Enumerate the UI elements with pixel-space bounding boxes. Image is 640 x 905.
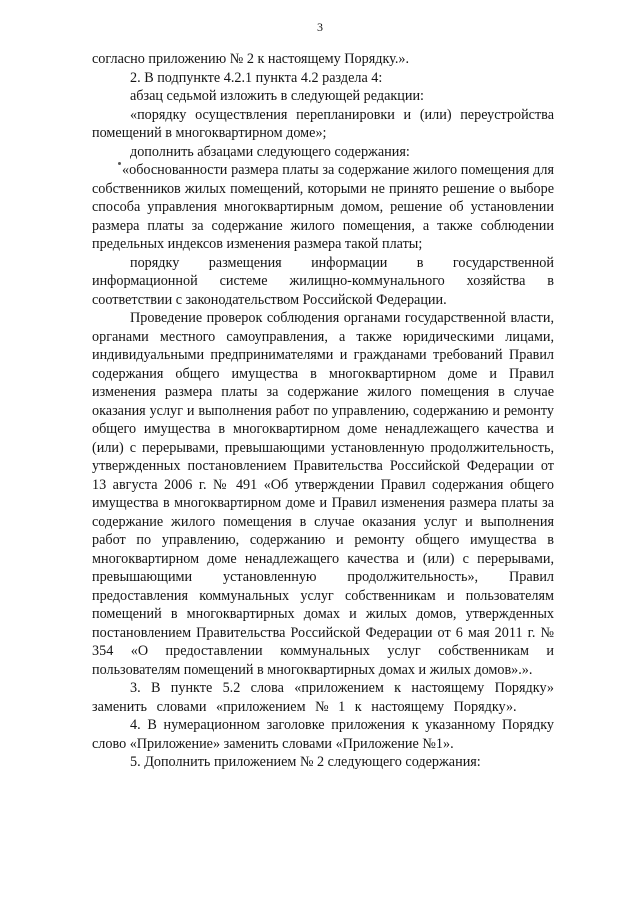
page-number: 3: [317, 20, 323, 34]
paragraph-item-5: 5. Дополнить приложением № 2 следующего содержания:: [130, 754, 481, 770]
paragraph-quote-redevelopment: «порядку осуществления перепланировки и (или) переустройства помещений в многоквартирном доме»;: [92, 106, 554, 141]
paragraph-seventh-abzac: абзац седьмой изложить в следующей редакции:: [130, 88, 425, 104]
paragraph-add-abzacs: дополнить абзацами следующего содержания:: [130, 143, 410, 160]
paragraph-item-3: 3. В пункте 5.2 слова «приложением к настоящему Порядку» заменить словами «приложением № 1 к настоящему Порядку».: [92, 680, 554, 715]
paragraph-continuation: согласно приложению № 2 к настоящему Порядку.».: [92, 51, 410, 67]
paragraph-quote-fee-justification: «обоснованности размера платы за содержание жилого помещения для собственников жилых помещений, которыми не принято решение о выборе способа управления многоквартирным домом, решение об установлении размера платы за содержание жилого помещения, а также соблюдении предельных индексов изменения размера такой платы;: [92, 162, 554, 252]
paragraph-item-4: 4. В нумерационном заголовке приложения к указанному Порядку слово «Приложение» заменить словами «Приложение №1».: [92, 717, 554, 752]
paragraph-item-2: 2. В подпункте 4.2.1 пункта 4.2 раздела 4:: [130, 69, 383, 86]
paragraph-inspections: Проведение проверок соблюдения органами государственной власти, органами местного самоуправления, а также юридическими лицами, индивидуальными предпринимателями и гражданами требований Правил содержания общего имущества в многоквартирном доме и Правил изменения размера платы за содержание жилого помещения в случае оказания услуг и выполнения работ по управлению, содержанию и ремонту общего имущества в многоквартирном доме ненадлежащего качества и (или) с перерывами, превышающими установленную продолжительность, утвержденных постановлением Правительства Российской Федерации от 13 августа 2006 г. № 491 «Об утверждении Правил содержания общего имущества в многоквартирном доме и Правил изменения размера платы за содержание жилого помещения в случае оказания услуг и выполнения работ по управлению, содержанию и ремонту общего имущества в многоквартирном доме ненадлежащего качества и (или) с перерывами, превышающими установленную продолжительность», Правил предоставления коммунальных услуг собственникам и пользователям помещений в многоквартирных домах и жилых домов, утвержденных постановлением Правительства Российской Федерации от 6 мая 2011 г. № 354 «О предоставлении коммунальных услуг собственникам и пользователям помещений в многоквартирных домах и жилых домов».».: [92, 310, 554, 678]
document-body: [92, 50, 554, 772]
paragraph-gis-housing: порядку размещения информации в государственной информационной системе жилищно-коммунального хозяйства в соответствии с законодательством Российской Федерации.: [92, 254, 554, 308]
